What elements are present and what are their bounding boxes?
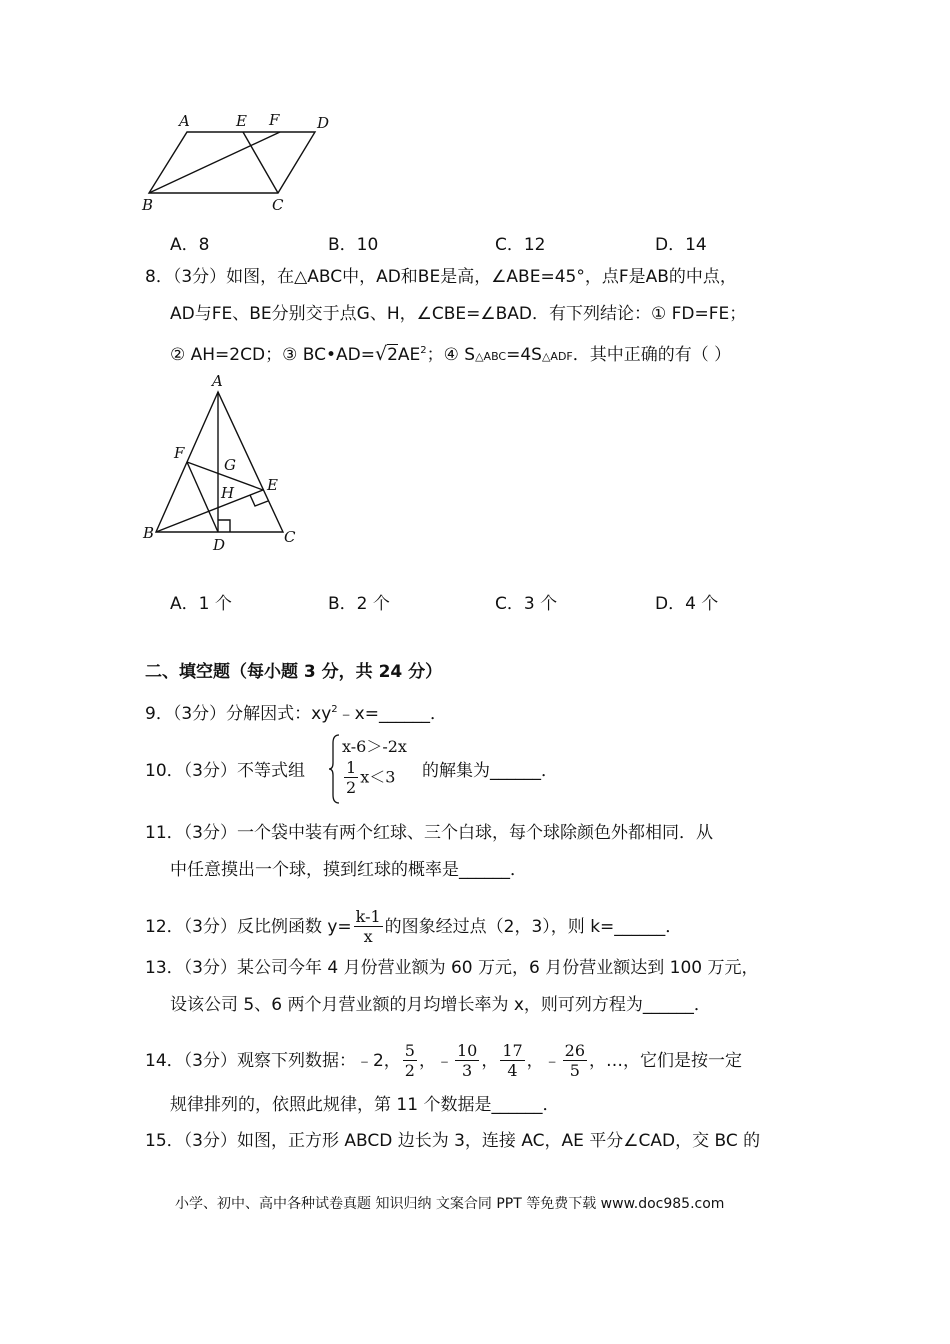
label-B: B — [142, 196, 154, 214]
q8-option-b: B．2 个 — [328, 594, 390, 614]
label-F: F — [269, 111, 280, 129]
q14-line1: 14．（3分）观察下列数据：﹣2， $\frac{5}{2}$ ，﹣ $\frac{10}{3}$ ， $\frac{17}{4}$ ，﹣ $\frac{26}{5}$ ，…，它们是按一定 — [145, 1041, 743, 1080]
label-A: A — [212, 372, 223, 390]
q11-line1: 11．（3分）一个袋中装有两个红球、三个白球，每个球除颜色外都相同．从 — [145, 823, 713, 843]
q10-inequality-2: $\frac{1}{2}$ x＜3 — [346, 758, 396, 797]
q8-line2: AD与FE、BE分别交于点G、H，∠CBE=∠BAD．有下列结论：① FD=FE； — [170, 304, 747, 324]
label-B: B — [143, 524, 155, 542]
q8-option-d: D．4 个 — [655, 594, 719, 614]
label-F: F — [174, 444, 185, 462]
triangle-figure — [138, 370, 308, 555]
label-C: C — [272, 196, 284, 214]
q7-option-b: B．10 — [328, 235, 379, 255]
label-C: C — [284, 528, 296, 546]
parallelogram-figure — [135, 108, 345, 218]
q11-line2: 中任意摸出一个球，摸到红球的概率是______． — [170, 860, 527, 880]
q12: 12．（3分）反比例函数 y= $\frac{k-1}{x}$ 的图象经过点（2，3），则 k=______． — [145, 907, 683, 946]
label-D: D — [213, 536, 226, 554]
page-footer: 小学、初中、高中各种试卷真题 知识归纳 文案合同 PPT 等免费下载 www.doc985.com — [175, 1196, 725, 1212]
label-G: G — [224, 456, 236, 474]
q15-line1: 15．（3分）如图，正方形 ABCD 边长为 3，连接 AC，AE 平分∠CAD，交 BC 的 — [145, 1131, 761, 1151]
label-E: E — [267, 476, 278, 494]
label-D: D — [317, 114, 330, 132]
q7-option-d: D．14 — [655, 235, 707, 255]
q8-option-c: C．3 个 — [495, 594, 558, 614]
q8-line3: ② AH=2CD；③ $BC•AD=√2AE^2$；④ S△ABC=4S△ADF．其中正确的有（ ） — [170, 343, 732, 365]
q8-line1: 8．（3分）如图，在△ABC中，AD和BE是高，∠ABE=45°，点F是AB的中点， — [145, 267, 737, 287]
q7-option-c: C．12 — [495, 235, 546, 255]
q9: 9．（3分）分解因式：$xy^2﹣x=\_\_\_\_\_\_$． — [145, 704, 447, 724]
q14-line2: 规律排列的，依照此规律，第 11 个数据是______． — [170, 1095, 560, 1115]
q10-inequality-1: x-6＞-2x — [342, 737, 407, 756]
q7-option-a: A．8 — [170, 235, 210, 255]
q10-suffix: 的解集为______． — [422, 761, 558, 781]
q13-line1: 13．（3分）某公司今年 4 月份营业额为 60 万元，6 月份营业额达到 100 万元， — [145, 958, 759, 978]
q10-prefix: 10．（3分）不等式组 — [145, 761, 305, 781]
q8-option-a: A．1 个 — [170, 594, 232, 614]
system-brace-icon — [328, 733, 340, 805]
label-H: H — [221, 484, 235, 502]
section-title: 二、填空题（每小题 3 分，共 24 分） — [145, 662, 443, 682]
q13-line2: 设该公司 5、6 两个月营业额的月均增长率为 x，则可列方程为______． — [170, 995, 711, 1015]
label-E: E — [236, 112, 247, 130]
label-A: A — [179, 112, 190, 130]
